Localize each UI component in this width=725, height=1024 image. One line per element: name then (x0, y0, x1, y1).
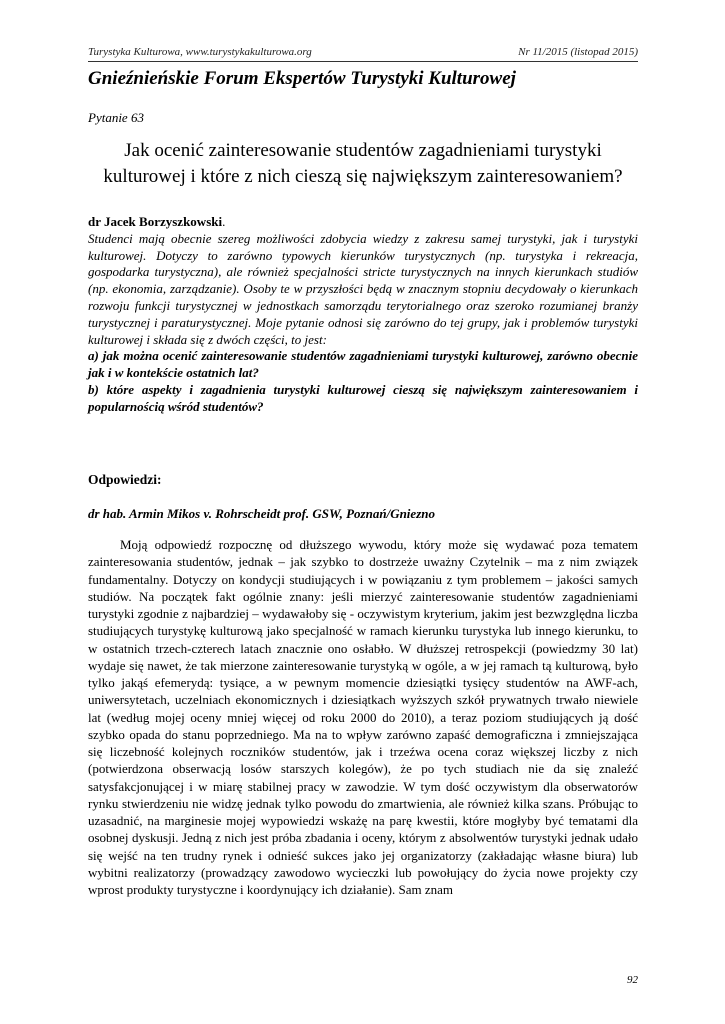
question-title: Jak ocenić zainteresowanie studentów zagadnieniami turystyki kulturowej i które z nich cieszą się największym zainteresowaniem? (103, 140, 623, 187)
answer-paragraph: Moją odpowiedź rozpocznę od dłuższego wywodu, który może się wydawać poza tematem zainteresowania studentów, jednak – jak szybko to dostrzeże uważny Czytelnik – ma z nim związek fundamentalny. Dotyczy on kondycji studiujących i w powiązaniu z tym problemem – jakości samych studiów. Na początek fakt ogólnie znany: jeśli mierzyć zainteresowanie studentów zagadnieniami turystyki zgodnie z najbardziej – wydawałoby się - oczywistym kryterium, jakim jest bezwzględna liczba studiujących turystykę kulturową jako specjalność w ramach kierunku turystyka lub innego kierunku, to w ostatnich trzech-czterech latach znacznie ono osłabło. W dłuższej retrospekcji (powiedzmy 30 lat) wydaje się nawet, że tak mierzone zainteresowanie turystyką w ogóle, a w jej ramach tą kulturową, było tylko jakąś efemerydą: tysiące, a w pewnym momencie dziesiątki tysięcy studentów na AWF-ach, uniwersytetach, uczelniach ekonomicznych i dziesiątkach wyższych szkół prywatnych trwało niewiele lat (według mojej oceny mniej więcej od roku 2000 do 2010), a teraz poziom studiujących ją dość szybko opada do stanu poprzedniego. Ma na to wpływ zarówno zapaść demograficzna i zmniejszająca się liczebność kolejnych roczników studentów, jak i trzeźwa ocena coraz większej liczby z nich (potwierdzona obserwacją losów starszych kolegów), że po tych studiach nie da się znaleźć satysfakcjonującej i w miarę stabilnej pracy w zawodzie. W tym dość oczywistym dla obserwatorów rynku stwierdzeniu nie widzę jednak tylko powodu do zmartwienia, ale również kilka szans. Próbując to uzasadnić, na marginesie mojej wypowiedzi wskażę na parę kwestii, które mogłyby być tematami dla osobnej dyskusji. Jedną z nich jest próba zbadania i oceny, którym z absolwentów turystyki jednak udało się wejść na ten trudny rynek i odnieść sukces jako jej organizatorzy (zakładając własne biura) lub wybitni realizatorzy (prowadzący zawodowo wycieczki lub powołujący do życia nowe projekty czy wprost produkty turystyczne i koordynujący ich działanie). Sam znam (88, 537, 638, 897)
author-name: dr Jacek Borzyszkowski (88, 214, 223, 229)
journal-name: Turystyka Kulturowa, www.turystykakulturowa.org (88, 46, 312, 58)
question-number: Pytanie 63 (88, 110, 144, 125)
respondent-name: dr hab. Armin Mikos v. Rohrscheidt prof. GSW, Poznań/Gniezno (88, 506, 435, 521)
header-rule (88, 61, 638, 62)
page-number: 92 (627, 974, 638, 986)
question-intro (88, 214, 638, 416)
answers-heading: Odpowiedzi: (88, 472, 162, 487)
issue-number: Nr 11/2015 (listopad 2015) (518, 46, 638, 58)
sub-question-b: b) które aspekty i zagadnienia turystyki kulturowej cieszą się największym zainteresowaniem i popularnością wśród studentów? (88, 381, 638, 414)
intro-paragraph: Studenci mają obecnie szereg możliwości zdobycia wiedzy z zakresu samej turystyki, jak i turystyki kulturowej. Dotyczy to zarówno typowych kierunków turystycznych (np. turystyka i rekreacja, gospodarka turystyczna), ale również specjalności stricte turystycznych na innych kierunkach studiów (np. ekonomia, zarządzanie). Osoby te w przyszłości będą w znacznym stopniu decydowały o kierunkach rozwoju funkcji turystycznej w jednostkach samorządu terytorialnego oraz szeroko rozumianej branży turystycznej i paraturystycznej. Moje pytanie odnosi się zarówno do tej grupy, jak i problemów turystyki kulturowej i składa się z dwóch części, to jest: (88, 230, 638, 347)
sub-question-a: a) jak można ocenić zainteresowanie studentów zagadnieniami turystyki kulturowej, zarówno obecnie jak i w kontekście ostatnich lat? (88, 348, 638, 381)
forum-title: Gnieźnieńskie Forum Ekspertów Turystyki Kulturowej (88, 68, 516, 89)
author-line (88, 214, 638, 231)
author-punct: . (222, 214, 226, 229)
running-header (88, 46, 638, 58)
